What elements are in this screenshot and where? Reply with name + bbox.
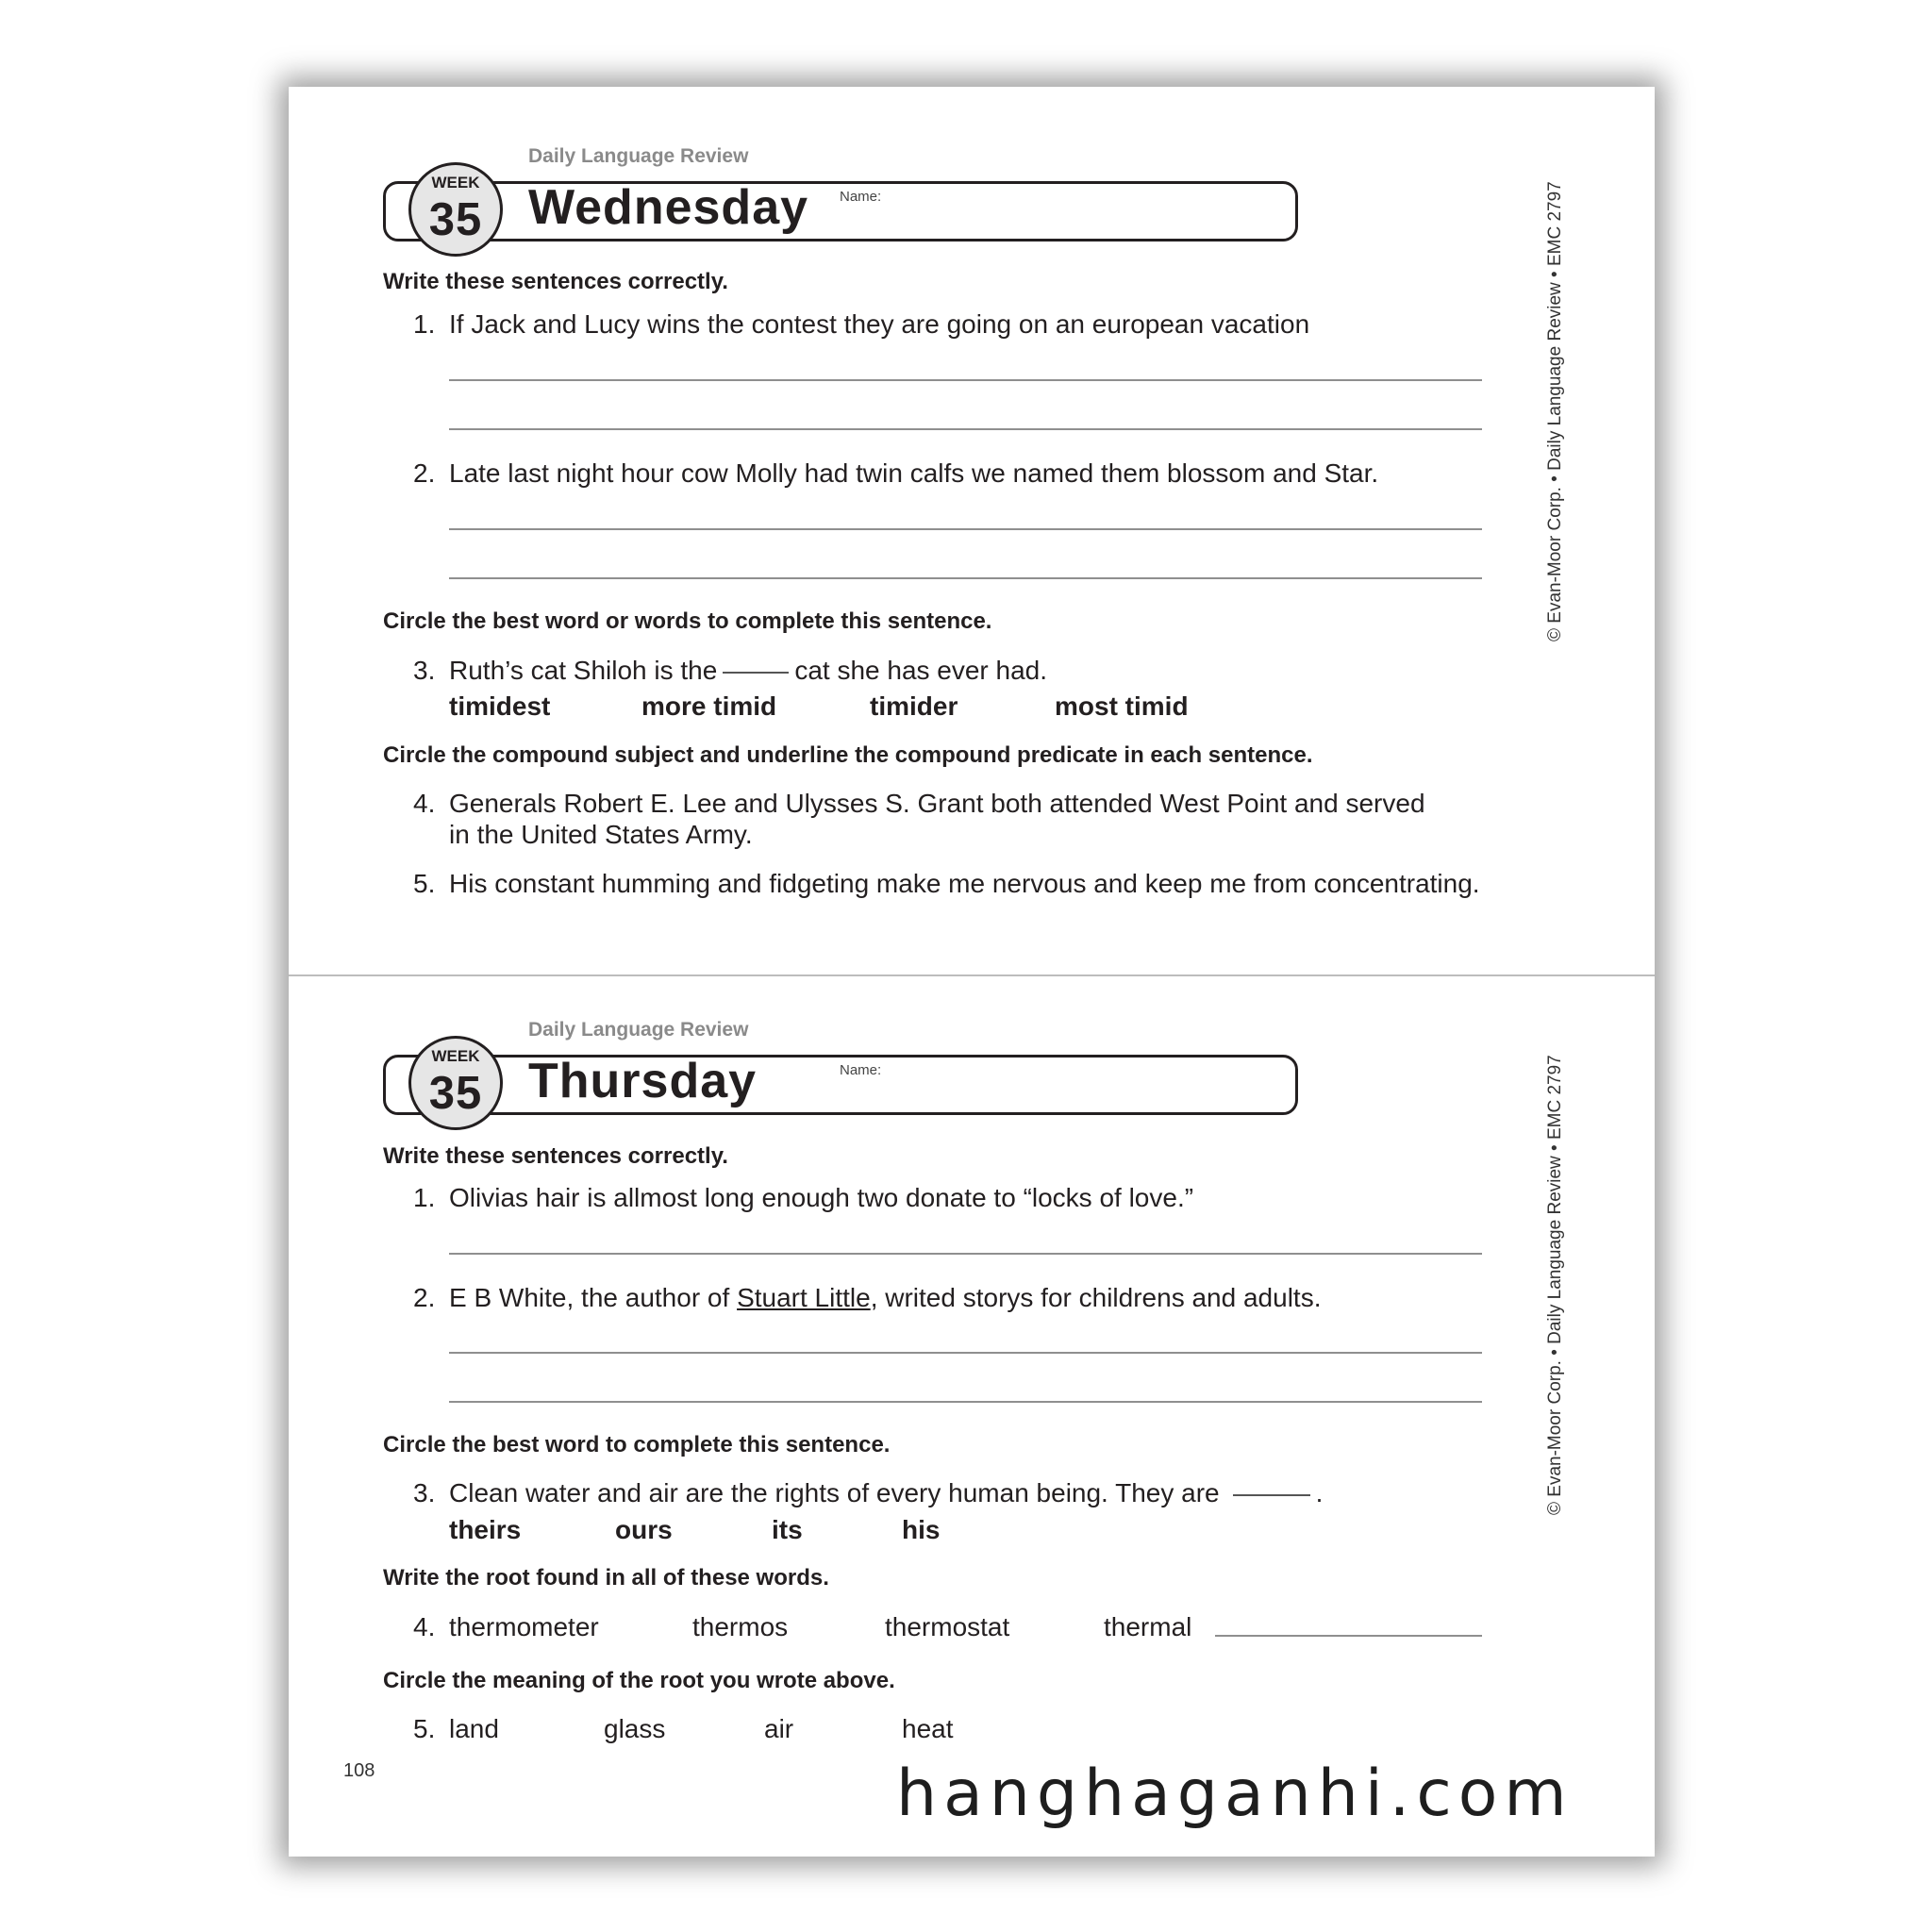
answer-choice[interactable]: timidest [449, 691, 551, 721]
question-text: Olivias hair is allmost long enough two donate to “locks of love.” [449, 1183, 1194, 1212]
question-text: Generals Robert E. Lee and Ulysses S. Grant both attended West Point and served [449, 789, 1425, 818]
question-text: Late last night hour cow Molly had twin calfs we named them blossom and Star. [449, 458, 1379, 488]
meaning-choice[interactable]: heat [902, 1714, 954, 1743]
root-answer-line[interactable] [1215, 1635, 1482, 1637]
question-1 [413, 1183, 1193, 1213]
question-3 [413, 1478, 1323, 1508]
question-5 [413, 869, 1480, 899]
root-word: thermostat [885, 1612, 1010, 1641]
week-number: 35 [428, 1068, 483, 1119]
answer-line[interactable] [449, 428, 1482, 430]
meaning-choice[interactable]: glass [604, 1714, 666, 1743]
answer-choice[interactable]: more timid [641, 691, 777, 721]
question-3 [413, 656, 1047, 686]
week-badge [408, 162, 503, 257]
instruction: Write these sentences correctly. [383, 269, 728, 294]
week-label: WEEK [431, 174, 480, 192]
question-text: . [1315, 1478, 1324, 1507]
question-number: 4. [413, 1612, 436, 1641]
question-2 [413, 1283, 1321, 1313]
question-5 [413, 1714, 449, 1744]
book-title: Stuart Little [737, 1283, 871, 1312]
question-text: His constant humming and fidgeting make me nervous and keep me from concentrating. [449, 869, 1480, 898]
question-number: 4. [413, 789, 436, 818]
fill-blank[interactable] [1233, 1494, 1310, 1496]
day-title: Thursday [528, 1054, 758, 1108]
week-number: 35 [428, 194, 483, 245]
meaning-choice[interactable]: land [449, 1714, 499, 1743]
question-1 [413, 309, 1309, 340]
root-word: thermometer [449, 1612, 599, 1641]
answer-choice[interactable]: most timid [1055, 691, 1189, 721]
answer-line[interactable] [449, 379, 1482, 381]
answer-line[interactable] [449, 577, 1482, 579]
wednesday-section [0, 94, 1932, 962]
question-text: Ruth’s cat Shiloh is the [449, 656, 718, 685]
instruction: Circle the best word or words to complete this sentence. [383, 608, 992, 634]
instruction: Write the root found in all of these words. [383, 1565, 829, 1591]
question-number: 5. [413, 1714, 436, 1743]
question-number: 2. [413, 1283, 436, 1312]
question-number: 5. [413, 869, 436, 898]
question-number: 2. [413, 458, 436, 488]
meaning-choice[interactable]: air [764, 1714, 794, 1743]
copyright-notice: © Evan-Moor Corp. • Daily Language Review • EMC 2797 [1545, 1055, 1565, 1515]
series-title: Daily Language Review [528, 1019, 749, 1041]
root-word: thermos [692, 1612, 789, 1641]
instruction: Circle the compound subject and underline the compound predicate in each sentence. [383, 742, 1313, 768]
day-title: Wednesday [528, 180, 809, 235]
answer-choice[interactable]: theirs [449, 1515, 522, 1544]
answer-line[interactable] [449, 1253, 1482, 1255]
question-text: E B White, the author of [449, 1283, 730, 1312]
question-text: cat she has ever had. [794, 656, 1048, 685]
question-number: 1. [413, 1183, 436, 1212]
answer-choice[interactable]: its [772, 1515, 803, 1544]
thursday-section [0, 968, 1932, 1836]
name-label: Name: [840, 189, 882, 205]
answer-line[interactable] [449, 528, 1482, 530]
series-title: Daily Language Review [528, 145, 749, 167]
question-4 [413, 1612, 449, 1642]
fill-blank[interactable] [723, 672, 789, 674]
answer-line[interactable] [449, 1401, 1482, 1403]
root-word: thermal [1104, 1612, 1192, 1641]
question-text: If Jack and Lucy wins the contest they are going on an european vacation [449, 309, 1310, 339]
week-badge [408, 1036, 503, 1130]
watermark: hanghaganhi.com [896, 1757, 1574, 1831]
answer-choice[interactable]: timider [870, 691, 958, 721]
answer-choice[interactable]: ours [615, 1515, 673, 1544]
instruction: Circle the best word to complete this sentence. [383, 1432, 891, 1457]
question-text: Clean water and air are the rights of every human being. They are [449, 1478, 1220, 1507]
week-label: WEEK [431, 1047, 480, 1065]
instruction: Write these sentences correctly. [383, 1143, 728, 1169]
page-number: 108 [343, 1760, 375, 1781]
question-2 [413, 458, 1378, 489]
answer-line[interactable] [449, 1352, 1482, 1354]
answer-choice[interactable]: his [902, 1515, 941, 1544]
question-4 [413, 789, 1425, 819]
copyright-notice: © Evan-Moor Corp. • Daily Language Review • EMC 2797 [1545, 181, 1565, 641]
question-number: 1. [413, 309, 436, 339]
name-label: Name: [840, 1062, 882, 1078]
question-number: 3. [413, 1478, 436, 1507]
instruction: Circle the meaning of the root you wrote above. [383, 1668, 895, 1693]
question-number: 3. [413, 656, 436, 685]
question-4-continued: in the United States Army. [449, 820, 753, 849]
question-text: , writed storys for childrens and adults. [870, 1283, 1322, 1312]
